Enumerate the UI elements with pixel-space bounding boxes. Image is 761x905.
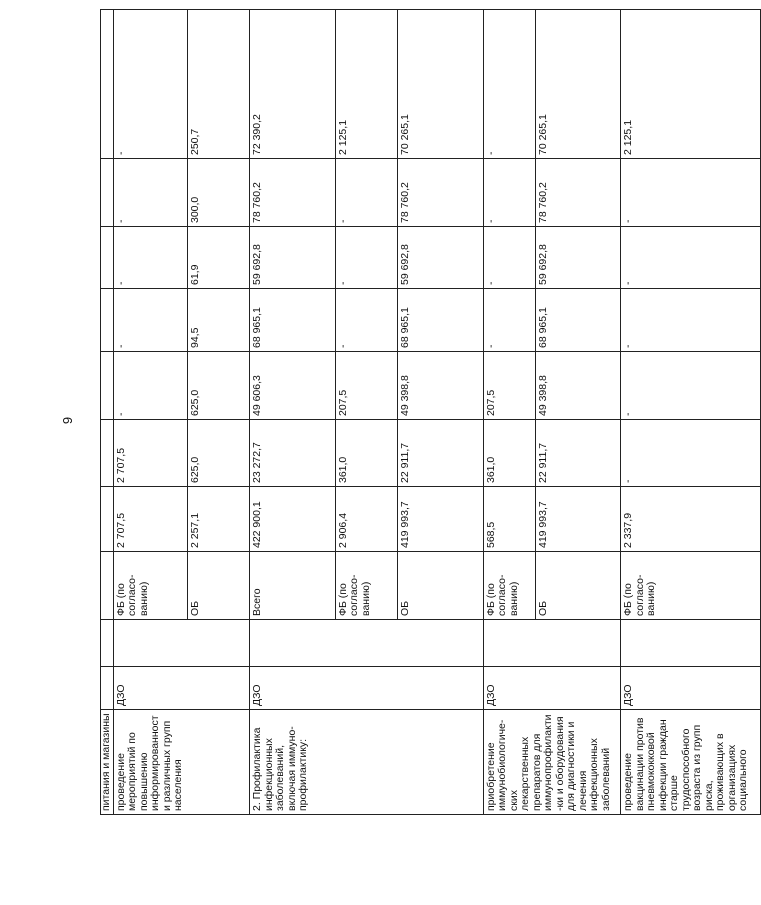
value-cell: 2 707,5 (113, 420, 187, 487)
table-row (113, 10, 187, 815)
value-cell: 300,0 (187, 159, 250, 227)
value-cell: - (335, 159, 398, 227)
empty-cell (250, 620, 484, 667)
table-cell (101, 487, 114, 552)
value-cell: 59 692,8 (535, 227, 621, 289)
value-cell: 94,5 (187, 289, 250, 352)
value-cell: 568,5 (483, 487, 535, 552)
value-cell: - (483, 289, 535, 352)
table-body (101, 10, 761, 815)
value-cell: 78 760,2 (398, 159, 484, 227)
budget-table (100, 9, 761, 815)
table-cell (101, 352, 114, 420)
funding-source-cell: Всего (250, 552, 336, 620)
value-cell: 2 337,9 (621, 487, 761, 552)
table-row (483, 10, 535, 815)
table-row (250, 10, 336, 815)
value-cell: 419 993,7 (535, 487, 621, 552)
value-cell: 22 911,7 (398, 420, 484, 487)
table-cell: питания и магазины (101, 710, 114, 815)
value-cell: 70 265,1 (535, 10, 621, 159)
activity-cell: проведение вакцинации против пневмококковой инфекции граждан старше трудоспособного возраста из групп риска, проживающих в организациях социального (621, 710, 761, 815)
value-cell: - (621, 352, 761, 420)
empty-cell (621, 620, 761, 667)
table-cell (101, 227, 114, 289)
value-cell: 70 265,1 (398, 10, 484, 159)
table-cell (101, 667, 114, 710)
value-cell: - (335, 289, 398, 352)
executor-cell: ДЗО (483, 667, 621, 710)
funding-source-cell: ФБ (по согласо-ванию) (113, 552, 187, 620)
funding-source-cell: ОБ (398, 552, 484, 620)
table-cell (101, 620, 114, 667)
value-cell: - (113, 352, 187, 420)
funding-source-cell: ОБ (535, 552, 621, 620)
table-row (621, 10, 761, 815)
executor-cell: ДЗО (250, 667, 484, 710)
value-cell: 22 911,7 (535, 420, 621, 487)
value-cell: 2 707,5 (113, 487, 187, 552)
value-cell: - (621, 420, 761, 487)
value-cell: 361,0 (483, 420, 535, 487)
value-cell: 49 398,8 (398, 352, 484, 420)
table-cell (101, 552, 114, 620)
value-cell: 2 125,1 (621, 10, 761, 159)
value-cell: 2 906,4 (335, 487, 398, 552)
rotated-table-wrapper (100, 10, 749, 815)
value-cell: 72 390,2 (250, 10, 336, 159)
value-cell: 419 993,7 (398, 487, 484, 552)
value-cell: - (113, 159, 187, 227)
value-cell: 78 760,2 (535, 159, 621, 227)
value-cell: - (335, 227, 398, 289)
table-cell (101, 420, 114, 487)
value-cell: - (621, 289, 761, 352)
value-cell: 68 965,1 (250, 289, 336, 352)
activity-cell: приобретение иммунобиологиче-ских лекарственных препаратов для иммунопрофилакти-ки и оборудования для диагностики и лечения инфекционных заболеваний (483, 710, 621, 815)
value-cell: 68 965,1 (398, 289, 484, 352)
value-cell: 625,0 (187, 420, 250, 487)
value-cell: - (113, 10, 187, 159)
table-cell (101, 159, 114, 227)
value-cell: 68 965,1 (535, 289, 621, 352)
activity-cell: проведение мероприятий по повышению информированности различных групп населения (113, 710, 250, 815)
value-cell: - (483, 159, 535, 227)
value-cell: - (621, 227, 761, 289)
funding-source-cell: ОБ (187, 552, 250, 620)
value-cell: 61,9 (187, 227, 250, 289)
funding-source-cell: ФБ (по согласо-ванию) (335, 552, 398, 620)
value-cell: 361,0 (335, 420, 398, 487)
empty-cell (113, 620, 250, 667)
value-cell: 59 692,8 (398, 227, 484, 289)
funding-source-cell: ФБ (по согласо-ванию) (483, 552, 535, 620)
value-cell: 250,7 (187, 10, 250, 159)
value-cell: 78 760,2 (250, 159, 336, 227)
table-cell (101, 10, 114, 159)
executor-cell: ДЗО (113, 667, 250, 710)
executor-cell: ДЗО (621, 667, 761, 710)
value-cell: - (621, 159, 761, 227)
activity-cell: 2. Профилактика инфекционных заболеваний, включая иммуно-профилактику: (250, 710, 484, 815)
value-cell: - (483, 10, 535, 159)
value-cell: 59 692,8 (250, 227, 336, 289)
value-cell: - (483, 227, 535, 289)
value-cell: - (113, 289, 187, 352)
empty-cell (483, 620, 621, 667)
value-cell: 207,5 (483, 352, 535, 420)
value-cell: 625,0 (187, 352, 250, 420)
value-cell: - (113, 227, 187, 289)
value-cell: 49 398,8 (535, 352, 621, 420)
value-cell: 23 272,7 (250, 420, 336, 487)
page-number: 9 (60, 416, 76, 425)
value-cell: 207,5 (335, 352, 398, 420)
value-cell: 422 900,1 (250, 487, 336, 552)
funding-source-cell: ФБ (по согласо-ванию) (621, 552, 761, 620)
value-cell: 2 257,1 (187, 487, 250, 552)
value-cell: 2 125,1 (335, 10, 398, 159)
table-row (101, 10, 114, 815)
value-cell: 49 606,3 (250, 352, 336, 420)
table-cell (101, 289, 114, 352)
